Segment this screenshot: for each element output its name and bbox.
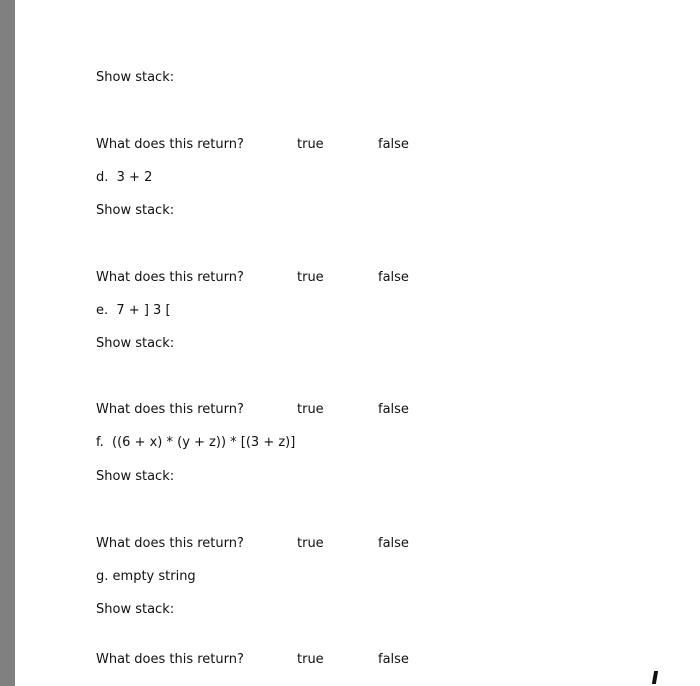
show-stack-label-f: Show stack: [96,469,175,484]
return-question-f: What does this return? [96,536,244,551]
problem-label: d. [96,170,109,185]
false-option-e[interactable]: false [378,402,409,417]
left-margin-bar [0,0,15,686]
problem-expression: ((6 + x) * (y + z)) * [(3 + z)] [112,435,296,450]
show-stack-label-g: Show stack: [96,602,175,617]
true-option-f[interactable]: true [297,536,324,551]
show-stack-label-c: Show stack: [96,70,175,85]
true-option-g[interactable]: true [297,652,324,667]
problem-label: e. [96,303,109,318]
false-option-f[interactable]: false [378,536,409,551]
problem-f [96,435,295,451]
true-option-c[interactable]: true [297,137,324,152]
return-question-g: What does this return? [96,652,244,667]
show-stack-label-e: Show stack: [96,336,175,351]
return-question-c: What does this return? [96,137,244,152]
true-option-d[interactable]: true [297,270,324,285]
pen-mark [652,671,658,684]
true-option-e[interactable]: true [297,402,324,417]
false-option-d[interactable]: false [378,270,409,285]
return-question-d: What does this return? [96,270,244,285]
false-option-c[interactable]: false [378,137,409,152]
problem-g [96,569,196,585]
problem-expression: empty string [112,569,196,584]
problem-d [96,170,152,186]
problem-label: f. [96,435,104,450]
show-stack-label-d: Show stack: [96,203,175,218]
problem-expression: 3 + 2 [116,170,153,185]
problem-expression: 7 + ] 3 [ [116,303,171,318]
false-option-g[interactable]: false [378,652,409,667]
problem-label: g. [96,569,109,584]
problem-e [96,303,171,319]
return-question-e: What does this return? [96,402,244,417]
